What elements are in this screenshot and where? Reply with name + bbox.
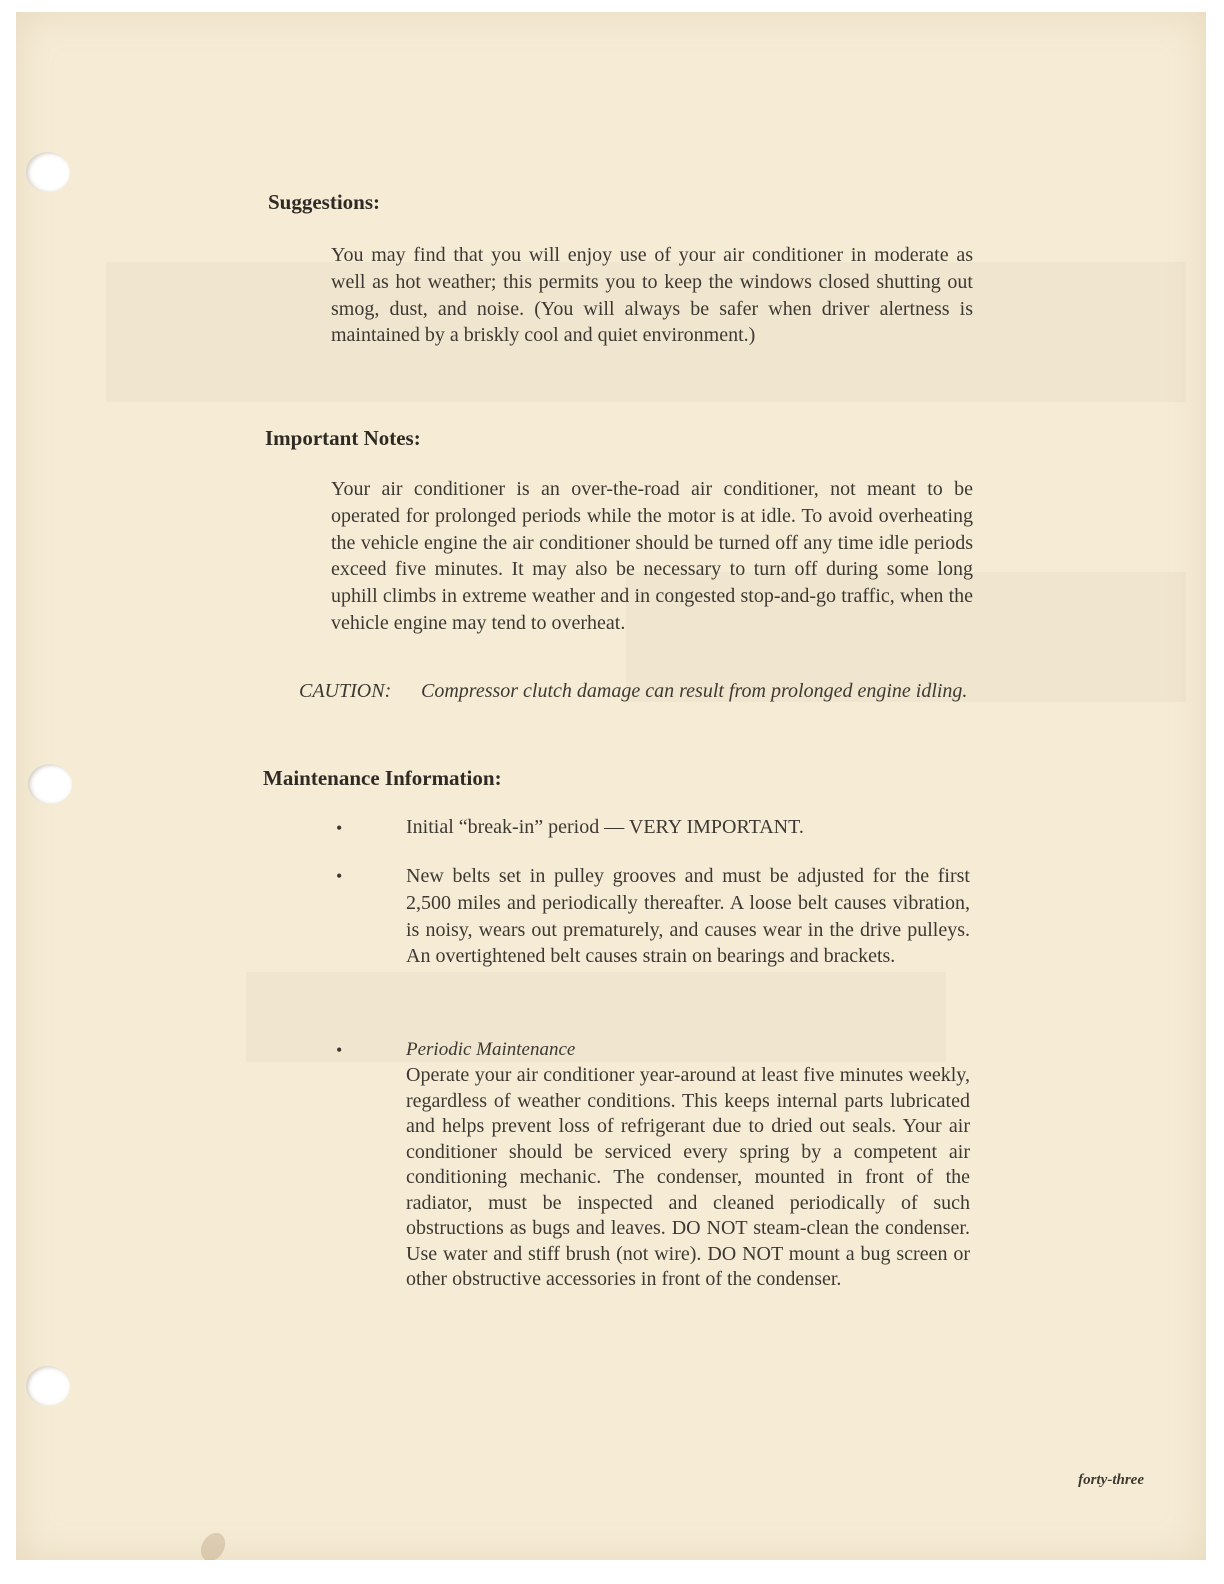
periodic-maintenance-title: Periodic Maintenance xyxy=(406,1039,576,1060)
maintenance-item-periodic: Operate your air conditioner year-around at least five minutes weekly, regardless of weather conditions. This keeps internal parts lubricated and helps prevent loss of refrigerant due to dried out seals. Your air conditioner should be serviced every spring by a competent air conditioning mechanic. The condenser, mounted in front of the radiator, must be inspected and cleaned periodically of such obstructions as bugs and leaves. DO NOT steam-clean the condenser. Use water and stiff brush (not wire). DO NOT mount a bug screen or other obstructive accessories in front of the condenser. xyxy=(406,1064,970,1290)
caution-label: CAUTION: xyxy=(299,680,392,702)
punch-hole-top xyxy=(26,152,70,192)
punch-hole-bottom xyxy=(26,1366,70,1406)
show-through-block xyxy=(246,972,946,1062)
suggestions-heading: Suggestions: xyxy=(268,190,381,214)
bullet-marker: • xyxy=(336,818,343,838)
page-number: forty-three xyxy=(1078,1472,1144,1488)
important-notes-heading: Important Notes: xyxy=(265,426,421,450)
caution-text: Compressor clutch damage can result from prolonged engine idling. xyxy=(421,680,968,702)
maintenance-item-belts: New belts set in pulley grooves and must be adjusted for the first 2,500 miles and periodically thereafter. A loose belt causes vibration, is noisy, wears out prematurely, and causes wear in the drive pulleys. An overtightened belt causes strain on bearings and brackets. xyxy=(406,865,970,968)
maintenance-heading: Maintenance Information: xyxy=(263,766,502,790)
bullet-marker: • xyxy=(336,866,343,886)
paper-stain xyxy=(196,1529,230,1560)
suggestions-paragraph: You may find that you will enjoy use of your air conditioner in moderate as well as hot weather; this permits you to keep the windows closed shutting out smog, dust, and noise. (You will always be safer when driver alertness is maintained by a briskly cool and quiet environment.) xyxy=(331,244,973,347)
bullet-marker: • xyxy=(336,1040,343,1060)
important-notes-paragraph: Your air conditioner is an over-the-road air conditioner, not meant to be operated for prolonged periods while the motor is at idle. To avoid overheating the vehicle engine the air conditioner should be turned off any time idle periods exceed five minutes. It may also be necessary to turn off during some long uphill climbs in extreme weather and in congested stop-and-go traffic, when the vehicle engine may tend to overheat. xyxy=(331,478,973,634)
punch-hole-middle xyxy=(28,764,72,804)
document-page xyxy=(16,12,1206,1560)
maintenance-item-break-in: Initial “break-in” period — VERY IMPORTANT. xyxy=(406,816,804,838)
